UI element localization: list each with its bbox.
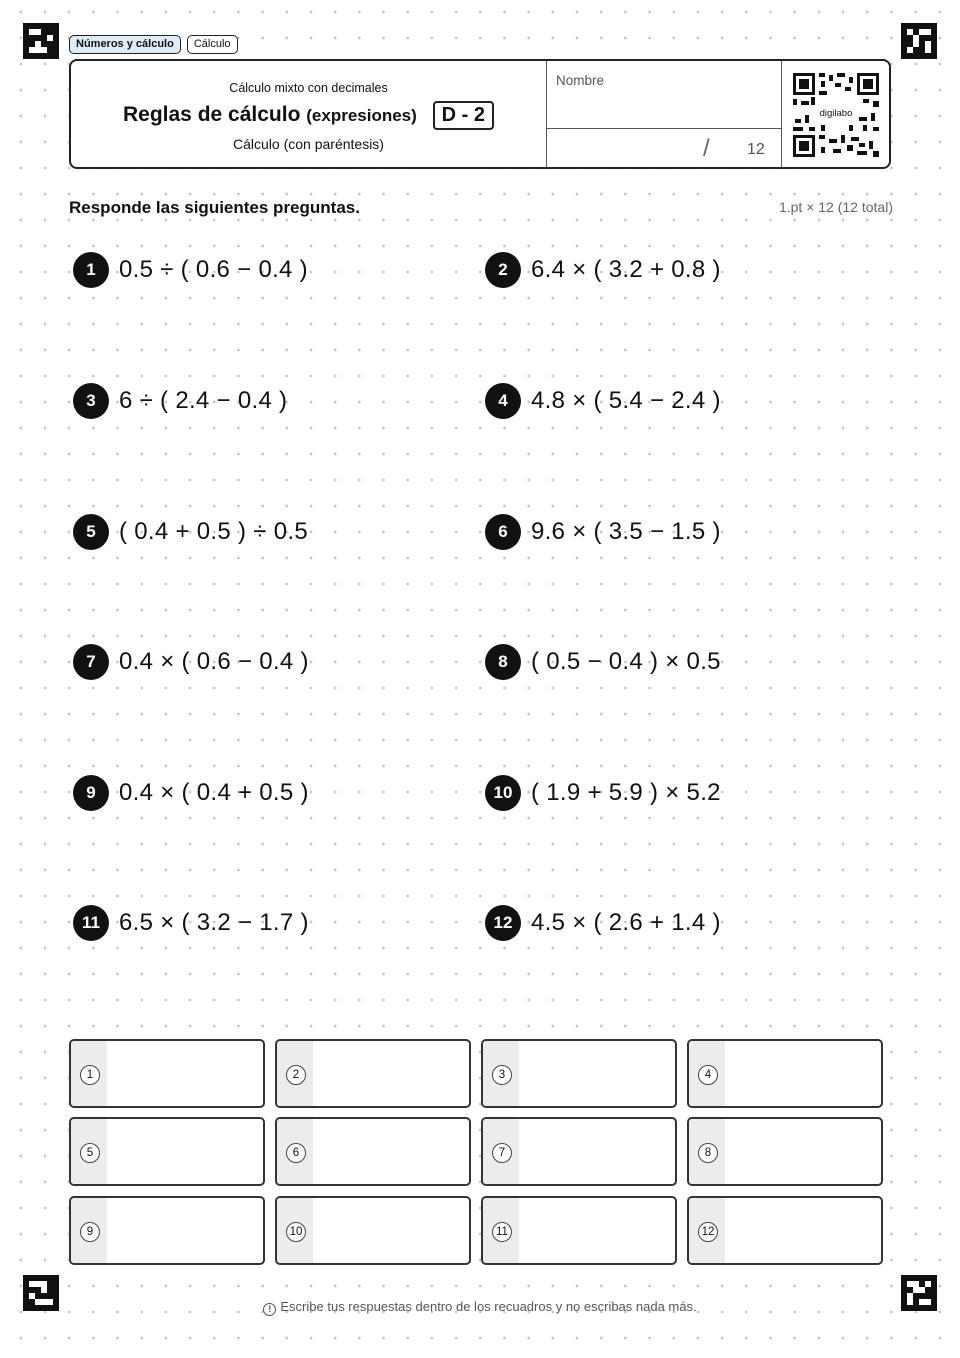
answer-number: 8 bbox=[698, 1143, 718, 1163]
problem-8 bbox=[485, 644, 721, 680]
answer-box-5[interactable] bbox=[69, 1117, 265, 1186]
problem-number-badge: 5 bbox=[73, 514, 109, 550]
score-slash: / bbox=[703, 135, 710, 162]
problem-expression: 0.5 ÷ ( 0.6 − 0.4 ) bbox=[119, 256, 308, 283]
problem-5 bbox=[73, 514, 308, 550]
problem-9 bbox=[73, 775, 309, 811]
problem-expression: ( 0.5 − 0.4 ) × 0.5 bbox=[531, 648, 721, 675]
answer-number: 5 bbox=[80, 1143, 100, 1163]
answer-box-10[interactable] bbox=[275, 1196, 471, 1265]
problem-10 bbox=[485, 775, 721, 811]
answer-number: 7 bbox=[492, 1143, 512, 1163]
problem-7 bbox=[73, 644, 309, 680]
problem-number-badge: 10 bbox=[485, 775, 521, 811]
problem-number-badge: 12 bbox=[485, 905, 521, 941]
problem-expression: 0.4 × ( 0.4 + 0.5 ) bbox=[119, 779, 309, 806]
score-total: 12 bbox=[747, 141, 765, 158]
divider bbox=[546, 61, 547, 167]
tag-numeros-y-calculo: Números y cálculo bbox=[69, 35, 181, 54]
problem-6 bbox=[485, 514, 721, 550]
problem-expression: 6.4 × ( 3.2 + 0.8 ) bbox=[531, 256, 721, 283]
registration-marker-top-left bbox=[23, 23, 59, 59]
problem-2 bbox=[485, 252, 721, 288]
problem-number-badge: 7 bbox=[73, 644, 109, 680]
worksheet-header bbox=[69, 59, 891, 169]
worksheet-subtitle: Cálculo mixto con decimales bbox=[229, 81, 388, 95]
answer-number: 11 bbox=[492, 1222, 512, 1242]
answer-box-6[interactable] bbox=[275, 1117, 471, 1186]
problem-expression: ( 1.9 + 5.9 ) × 5.2 bbox=[531, 779, 721, 806]
answer-number: 3 bbox=[492, 1065, 512, 1085]
problem-1 bbox=[73, 252, 308, 288]
answer-number: 12 bbox=[698, 1222, 718, 1242]
footer-text: Escribe tus respuestas dentro de los recuadros y no escribas nada más. bbox=[280, 1299, 697, 1314]
answer-box-4[interactable] bbox=[687, 1039, 883, 1108]
problem-number-badge: 8 bbox=[485, 644, 521, 680]
points-info: 1.pt × 12 (12 total) bbox=[778, 199, 893, 215]
problem-expression: 6.5 × ( 3.2 − 1.7 ) bbox=[119, 909, 309, 936]
title-main: Reglas de cálculo bbox=[123, 103, 301, 126]
problem-expression: ( 0.4 + 0.5 ) ÷ 0.5 bbox=[119, 518, 308, 545]
problem-number-badge: 4 bbox=[485, 383, 521, 419]
registration-marker-top-right bbox=[901, 23, 937, 59]
svg-text:digilabo: digilabo bbox=[819, 108, 853, 119]
problem-number-badge: 6 bbox=[485, 514, 521, 550]
problem-number-badge: 1 bbox=[73, 252, 109, 288]
problem-3 bbox=[73, 383, 287, 419]
answer-box-3[interactable] bbox=[481, 1039, 677, 1108]
problem-number-badge: 9 bbox=[73, 775, 109, 811]
answer-number: 10 bbox=[286, 1222, 306, 1242]
divider bbox=[781, 61, 782, 167]
problem-number-badge: 3 bbox=[73, 383, 109, 419]
answer-box-2[interactable] bbox=[275, 1039, 471, 1108]
problem-expression: 4.8 × ( 5.4 − 2.4 ) bbox=[531, 387, 721, 414]
answer-number: 2 bbox=[286, 1065, 306, 1085]
instructions: Responde las siguientes preguntas. bbox=[69, 198, 360, 217]
problem-expression: 6 ÷ ( 2.4 − 0.4 ) bbox=[119, 387, 288, 414]
problem-11 bbox=[73, 905, 309, 941]
answer-number: 1 bbox=[80, 1065, 100, 1085]
problem-number-badge: 11 bbox=[73, 905, 109, 941]
title-block bbox=[71, 61, 546, 167]
problem-expression: 4.5 × ( 2.6 + 1.4 ) bbox=[531, 909, 721, 936]
answer-box-1[interactable] bbox=[69, 1039, 265, 1108]
answer-box-8[interactable] bbox=[687, 1117, 883, 1186]
worksheet-title bbox=[71, 101, 546, 130]
divider bbox=[546, 128, 781, 129]
answer-box-9[interactable] bbox=[69, 1196, 265, 1265]
info-icon: ! bbox=[263, 1303, 276, 1316]
tag-calculo: Cálculo bbox=[187, 35, 238, 54]
problem-expression: 9.6 × ( 3.5 − 1.5 ) bbox=[531, 518, 721, 545]
answer-number: 4 bbox=[698, 1065, 718, 1085]
answer-box-12[interactable] bbox=[687, 1196, 883, 1265]
problem-number-badge: 2 bbox=[485, 252, 521, 288]
problem-12 bbox=[485, 905, 721, 941]
answer-number: 9 bbox=[80, 1222, 100, 1242]
problem-expression: 0.4 × ( 0.6 − 0.4 ) bbox=[119, 648, 309, 675]
title-parenthetical: (expresiones) bbox=[306, 106, 417, 125]
category-tags bbox=[69, 35, 238, 54]
footer-note bbox=[0, 1299, 960, 1316]
name-field-label: Nombre bbox=[556, 73, 605, 88]
answer-box-7[interactable] bbox=[481, 1117, 677, 1186]
worksheet-code: D - 2 bbox=[433, 101, 494, 130]
qr-code bbox=[793, 73, 879, 157]
answer-number: 6 bbox=[286, 1143, 306, 1163]
worksheet-topic: Cálculo (con paréntesis) bbox=[233, 136, 384, 152]
problem-4 bbox=[485, 383, 721, 419]
answer-box-11[interactable] bbox=[481, 1196, 677, 1265]
